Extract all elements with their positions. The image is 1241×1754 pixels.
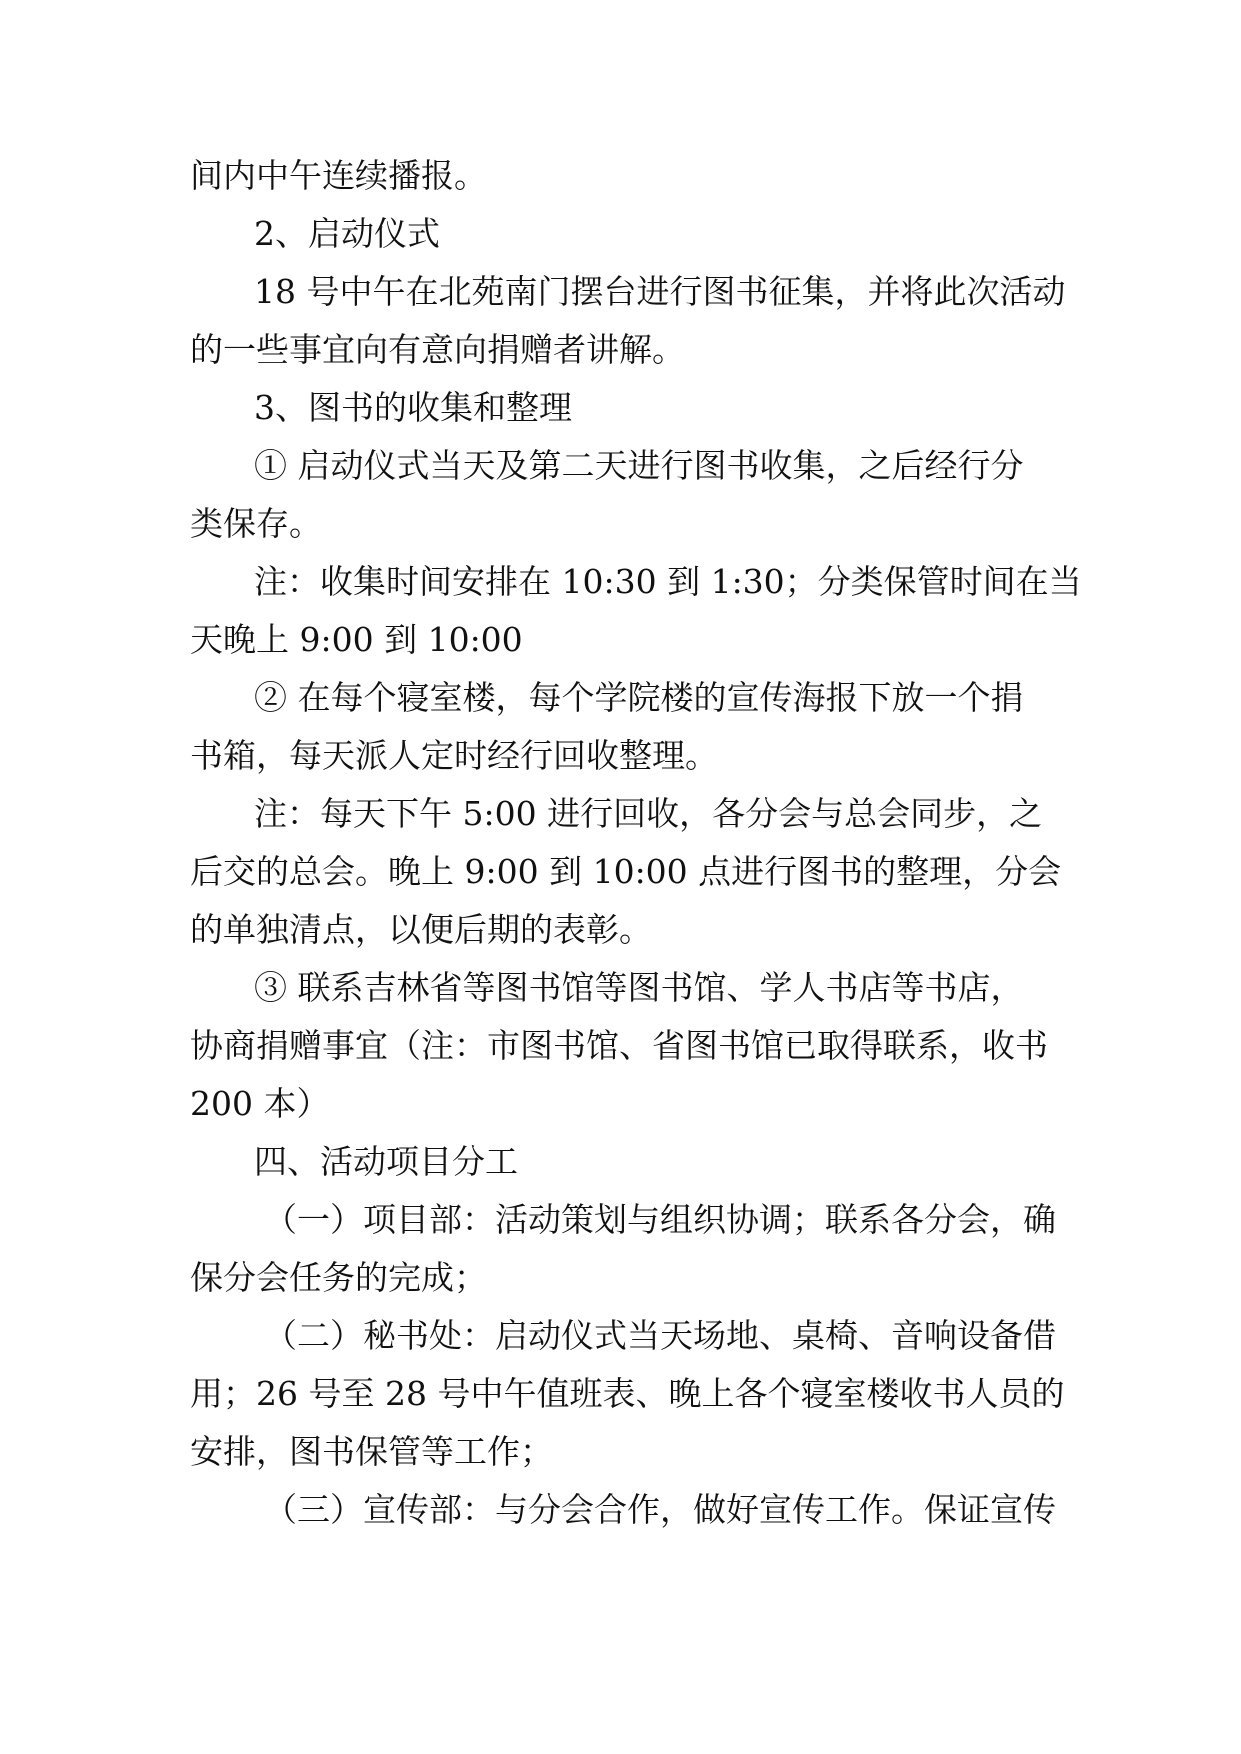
- text-line: 用；26 号至 28 号中午值班表、晚上各个寝室楼收书人员的: [190, 1374, 1065, 1413]
- text-line: 间内中午连续播报。: [190, 156, 487, 195]
- note-line: 注：每天下午 5:00 进行回收，各分会与总会同步，之: [254, 794, 1043, 833]
- note-line: 天晚上 9:00 到 10:00: [190, 620, 523, 659]
- text-line: （二）秘书处：启动仪式当天场地、桌椅、音响设备借: [264, 1316, 1056, 1355]
- text-line: ② 在每个寝室楼，每个学院楼的宣传海报下放一个捐: [254, 678, 1024, 717]
- text-line: （三）宣传部：与分会合作，做好宣传工作。保证宣传: [264, 1490, 1056, 1529]
- text-line: （一）项目部：活动策划与组织协调；联系各分会，确: [264, 1200, 1056, 1239]
- note-line: 注：收集时间安排在 10:30 到 1:30；分类保管时间在当: [254, 562, 1082, 601]
- text-line: ① 启动仪式当天及第二天进行图书收集，之后经行分: [254, 446, 1024, 485]
- text-line: 书箱，每天派人定时经行回收整理。: [190, 736, 718, 775]
- text-line: ③ 联系吉林省等图书馆等图书馆、学人书店等书店，: [254, 968, 1024, 1007]
- section-heading: 四、活动项目分工: [254, 1142, 518, 1181]
- section-heading: 3、图书的收集和整理: [254, 388, 572, 427]
- section-heading: 2、启动仪式: [254, 214, 440, 253]
- text-line: 200 本）: [190, 1084, 330, 1123]
- text-line: 18 号中午在北苑南门摆台进行图书征集，并将此次活动: [254, 272, 1066, 311]
- text-line: 的一些事宜向有意向捐赠者讲解。: [190, 330, 685, 369]
- text-line: 类保存。: [190, 504, 322, 543]
- text-line: 保分会任务的完成；: [190, 1258, 487, 1297]
- note-line: 后交的总会。晚上 9:00 到 10:00 点进行图书的整理，分会: [190, 852, 1062, 891]
- text-line: 安排，图书保管等工作；: [190, 1432, 553, 1471]
- text-line: 协商捐赠事宜（注：市图书馆、省图书馆已取得联系，收书: [190, 1026, 1048, 1065]
- note-line: 的单独清点，以便后期的表彰。: [190, 910, 652, 949]
